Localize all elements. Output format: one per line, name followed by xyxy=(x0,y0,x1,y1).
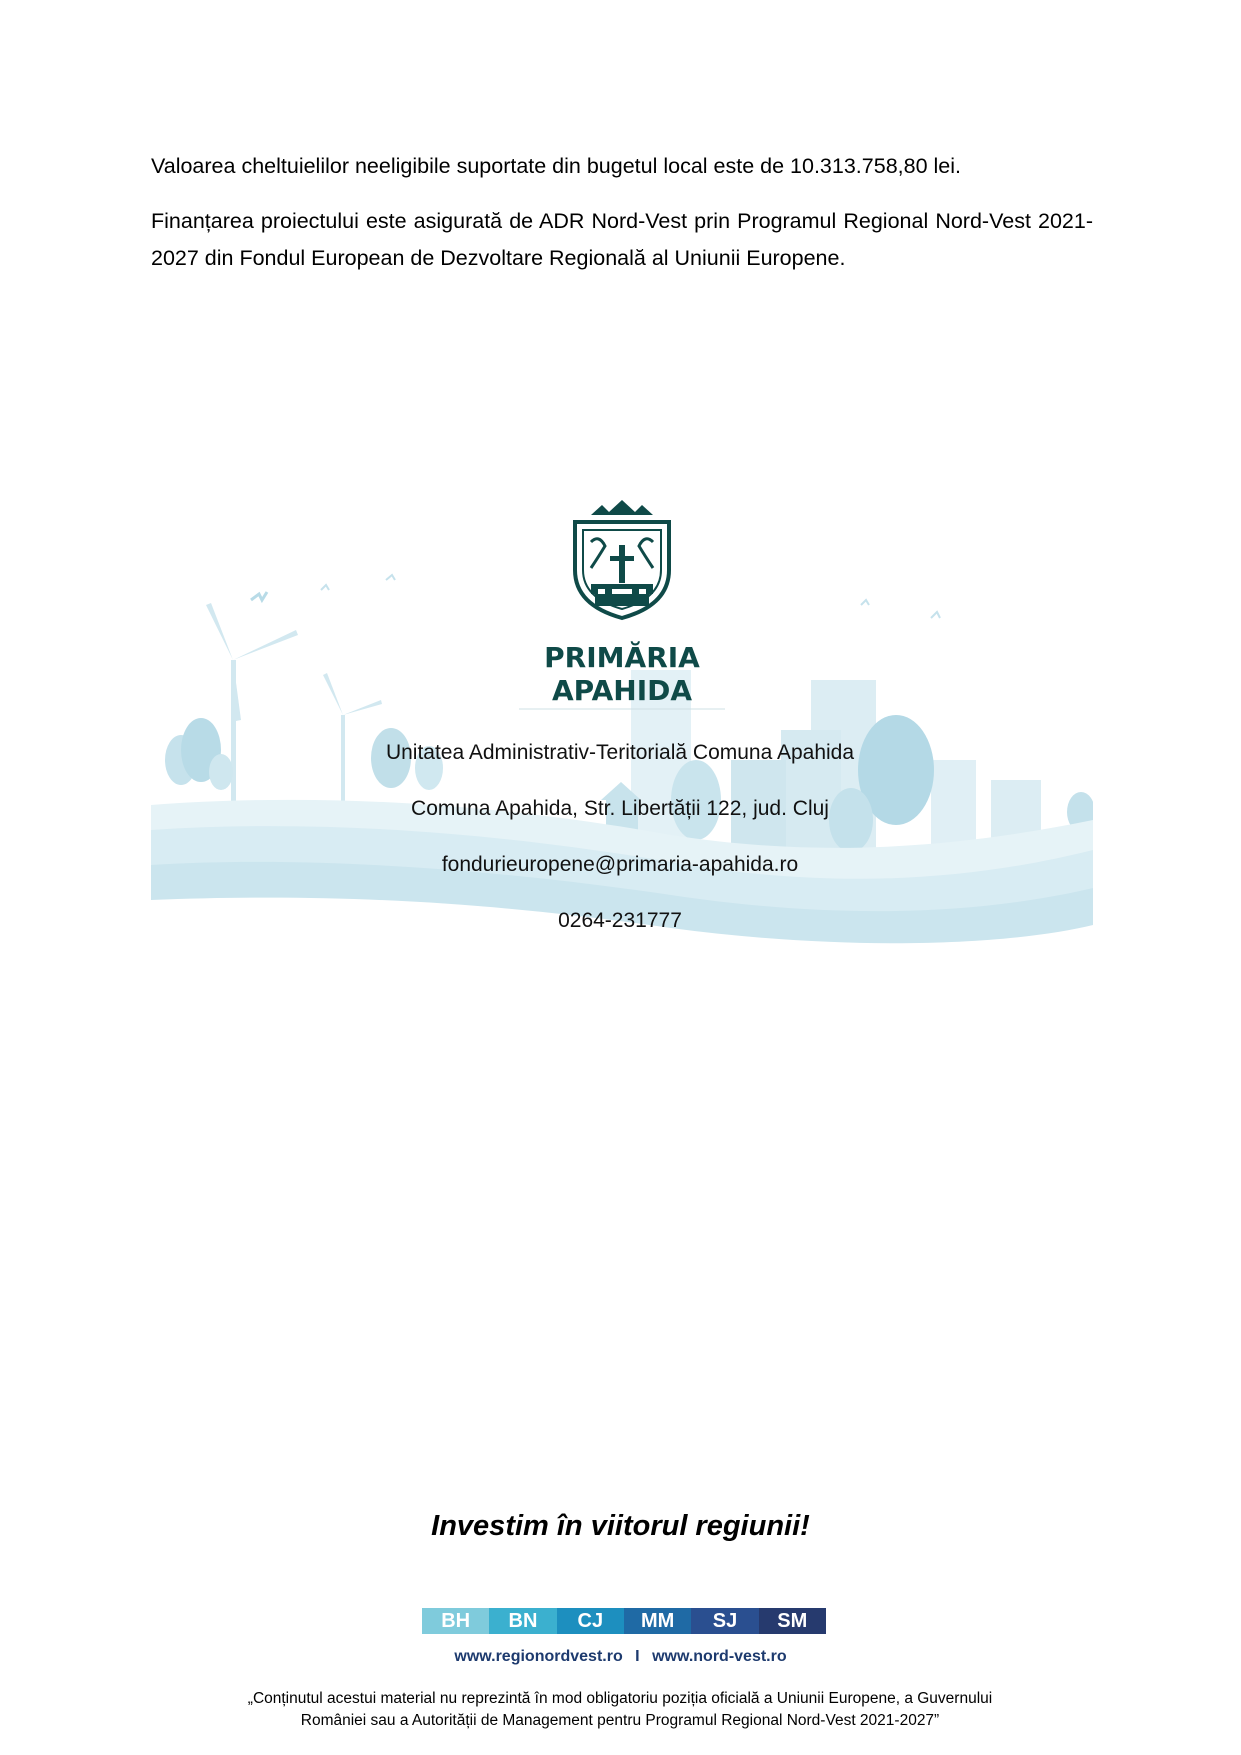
link-regionordvest[interactable]: www.regionordvest.ro xyxy=(454,1648,623,1665)
county-cj: CJ xyxy=(557,1608,624,1634)
logo-line1: PRIMĂRIA xyxy=(544,641,700,674)
contact-address: Comuna Apahida, Str. Libertății 122, jud. Cluj xyxy=(411,797,829,820)
contact-institution: Unitatea Administrativ-Teritorială Comuna Apahida xyxy=(385,741,855,764)
logo-line2: APAHIDA xyxy=(551,674,693,707)
link-nord-vest[interactable]: www.nord-vest.ro xyxy=(652,1648,787,1665)
web-links xyxy=(0,1648,1241,1666)
county-bh: BH xyxy=(422,1608,489,1634)
disclaimer-line1: „Conținutul acestui material nu reprezintă în mod obligatoriu poziția oficială a Uniunii Europene, a Guvernului xyxy=(247,1690,993,1707)
contact-phone: 0264-231777 xyxy=(558,909,682,932)
county-sj: SJ xyxy=(691,1608,758,1634)
county-mm: MM xyxy=(624,1608,691,1634)
county-bar xyxy=(422,1608,826,1634)
county-bn: BN xyxy=(489,1608,556,1634)
coat-of-arms-icon xyxy=(575,500,669,618)
paragraph-financing: Finanțarea proiectului este asigurată de ADR Nord-Vest prin Programul Regional Nord-Vest 2021- 2027 din Fondul European de Dezvoltare Regională al Uniunii Europene. xyxy=(151,209,1093,270)
link-separator: I xyxy=(635,1648,640,1665)
disclaimer xyxy=(170,1688,1070,1732)
paragraph-neeligible-costs: Valoarea cheltuielilor neeligibile suportate din bugetul local este de 10.313.758,80 lei. xyxy=(151,154,961,178)
disclaimer-line2: României sau a Autorității de Management pentru Programul Regional Nord-Vest 2021-2027” xyxy=(300,1712,940,1729)
slogan: Investim în viitorul regiunii! xyxy=(431,1510,810,1542)
contact-email[interactable]: fondurieuropene@primaria-apahida.ro xyxy=(441,853,799,876)
county-sm: SM xyxy=(759,1608,826,1634)
